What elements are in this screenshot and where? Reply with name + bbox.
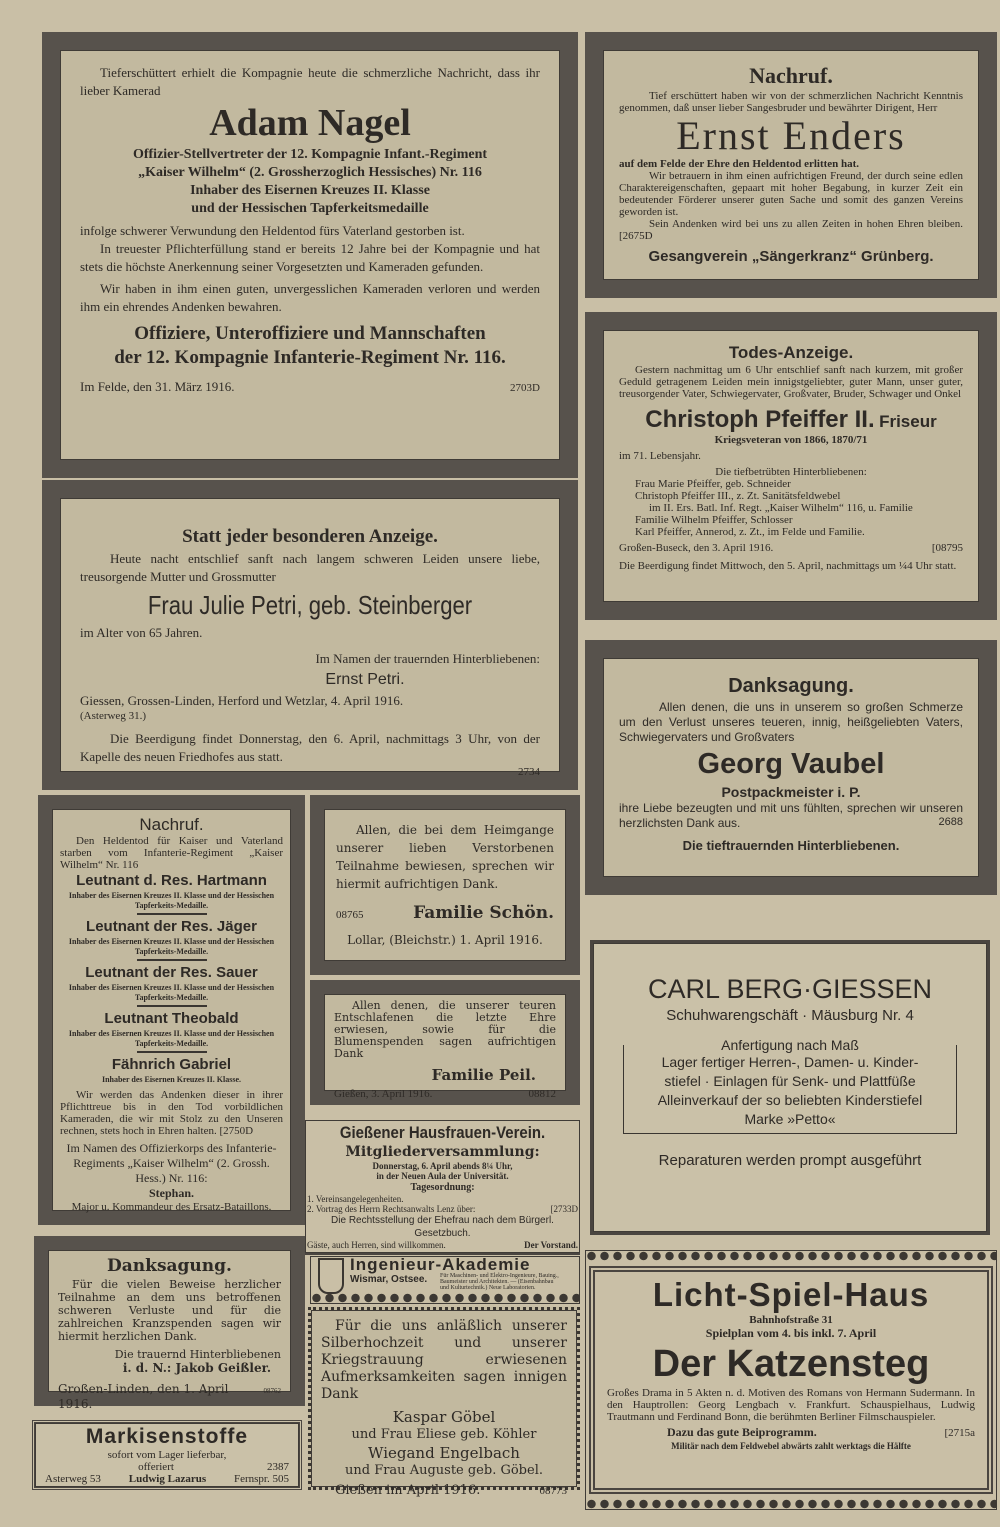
officer-name: Leutnant Theobald <box>104 1010 239 1027</box>
ad-code: [2675D <box>619 230 653 242</box>
agenda-item: 2. Vortrag des Herrn Rechtsanwalts Lenz über: <box>307 1204 476 1214</box>
age-text: im 71. Lebensjahr. <box>619 450 701 462</box>
heading: Gießener Hausfrauen-Verein. <box>339 1123 546 1142</box>
thanks-goebel <box>308 1307 580 1498</box>
officer-name: Leutnant der Res. Jäger <box>86 918 257 935</box>
address: (Asterweg 31.) <box>80 710 146 722</box>
services-box <box>623 1037 957 1134</box>
heading: Danksagung. <box>728 675 854 697</box>
heading: Todes-Anzeige. <box>728 343 854 362</box>
cinema-frame <box>589 1266 993 1494</box>
place-date: Gießen, 3. April 1916. <box>334 1088 433 1100</box>
officer-entry <box>60 1055 283 1085</box>
funeral-text: Die Beerdigung findet Donnerstag, den 6. April, nachmittags 3 Uhr, von der Kapelle des neuen Friedhofes aus statt. <box>80 731 540 764</box>
body-text: Wir haben in ihm einen guten, unvergesslichen Kameraden verloren und werden ihm ein ehrendes Andenken bewahren. <box>80 281 540 314</box>
military-discount: Militär nach dem Feldwebel abwärts zahlt werktags die Hälfte <box>671 1441 911 1451</box>
meeting-time: Donnerstag, 6. April abends 8¼ Uhr, <box>372 1161 513 1171</box>
brand-name: Marke »Petto« <box>744 1111 836 1127</box>
mourners: Im Namen des Offizierkorps des Infanterie-Regiments „Kaiser Wilhelm“ (2. Grossh. Hess.) Nr. 116: <box>66 1141 277 1185</box>
ad-markisenstoffe <box>32 1420 302 1490</box>
signer: Kaspar Göbel <box>392 1408 496 1426</box>
place-date: Gießen im April 1916. <box>335 1483 481 1498</box>
academy-place: Wismar, Ostsee. <box>350 1274 428 1285</box>
subheading: Mitgliederversammlung: <box>345 1144 540 1160</box>
body-text: Wir werden das Andenken dieser in ihrer Pflichttreue bis in den Tod vorbildlichen Kameraden, die wir mit Stolz zu den Unseren rechnen, stets hoch in Ehren halten. <box>60 1089 283 1137</box>
rank-line: „Kaiser Wilhelm“ (2. Grossherzoglich Hessisches) Nr. 116 <box>138 165 482 180</box>
date-line: Im Felde, den 31. März 1916. <box>80 379 235 394</box>
age-text: im Alter von 65 Jahren. <box>80 625 203 640</box>
body-text: In treuester Pflichterfüllung stand er bereits 12 Jahre bei der Kompagnie und hat stets die höchste Anerkennung seiner Vorgesetzten und Kameraden gefunden. <box>80 241 540 274</box>
rank-line: und der Hessischen Tapferkeitsmedaille <box>191 201 429 216</box>
obituary-officers <box>38 795 305 1225</box>
officer-name: Leutnant d. Res. Hartmann <box>76 872 267 889</box>
cinema-address: Bahnhofstraße 31 <box>749 1314 833 1326</box>
heading: Statt jeder besonderen Anzeige. <box>182 526 438 547</box>
deceased-name: Christoph Pfeiffer II. <box>645 406 875 433</box>
divider <box>137 959 207 961</box>
deceased-name: Georg Vaubel <box>697 748 885 780</box>
ad-code: 08812 <box>528 1088 556 1100</box>
cinema-name: Licht-Spiel-Haus <box>652 1276 930 1313</box>
family-member: Familie Wilhelm Pfeiffer, Schlosser <box>635 514 793 526</box>
signature: Offiziere, Unteroffiziere und Mannschaften <box>134 323 486 344</box>
ad-code: 08762 <box>263 1387 281 1395</box>
signer: i. d. N.: Jakob Geißler. <box>122 1361 271 1375</box>
officer-entry <box>60 963 283 1007</box>
place-date: Lollar, (Bleichstr.) 1. April 1916. <box>347 933 543 947</box>
ad-code: 08765 <box>336 909 364 921</box>
ad-code: [2733D <box>550 1204 578 1214</box>
body-text: Wir betrauern in ihm einen aufrichtigen Freund, der durch seine edlen Charaktereigenschaften, gepaart mit hoher Begabung, in kurzer Zeit ein bedeutender Förderer unserer guten Sache und somit des ganzen Vereins geworden ist. <box>619 170 963 218</box>
place-date: Großen-Buseck, den 3. April 1916. <box>619 542 774 554</box>
signature: der 12. Kompagnie Infanterie-Regiment Nr. 116. <box>114 347 506 368</box>
body-text: ihre Liebe bezeugten und mit uns fühlten, sprechen wir unseren herzlichsten Dank aus. <box>619 801 963 830</box>
intro-text: Tieferschüttert erhielt die Kompagnie heute die schmerzliche Nachricht, dass ihr lieber Kamerad <box>80 65 540 98</box>
academy-name: Ingenieur-Akademie <box>350 1255 531 1274</box>
rank-line: Offizier-Stellvertreter der 12. Kompagnie Infant.-Regiment <box>132 147 488 162</box>
place-date: Großen-Linden, den 1. April 1916. <box>58 1382 229 1411</box>
body-text: Tief erschüttert haben wir von der schmerzlichen Nachricht Kenntnis genommen, daß unser lieber Sangesbruder und bewährter Dirigent, Herr <box>619 90 963 114</box>
service-line: Alleinverkauf der so beliebten Kinderstiefel <box>657 1092 923 1108</box>
body-text: Gestern nachmittag um 6 Uhr entschlief sanft nach kurzem, mit großer Geduld getragenem Leiden mein innigstgeliebter, guter Mann, unser guter, treusorgender Vater, Schwiegervater, Großvater, Bruder, Schwager und Onkel <box>619 364 963 400</box>
product-name: Markisenstoffe <box>85 1425 249 1448</box>
film-description: Großes Drama in 5 Akten n. d. Motiven des Romans von Hermann Sudermann. In den Hauptrollen: Georg Lengbach v. Frankfurt. Schauspielhaus, Ludwig Trautmann und Ferdinand Bonn, die berühmten Berliner Filmschauspieler. <box>607 1387 975 1423</box>
ad-code: 2387 <box>267 1461 289 1473</box>
ad-code: [2750D <box>219 1125 254 1137</box>
signer: Wiegand Engelbach <box>368 1444 520 1462</box>
deceased-trade: Friseur <box>879 412 937 431</box>
officer-name: Fähnrich Gabriel <box>111 1056 232 1073</box>
body-text: infolge schwerer Verwundung den Heldentod fürs Vaterland gestorben ist. <box>80 223 465 238</box>
availability: sofort vom Lager lieferbar, <box>107 1449 227 1461</box>
veteran-note: Kriegsveteran von 1866, 1870/71 <box>714 434 868 446</box>
family-member: Frau Marie Pfeiffer, geb. Schneider <box>635 478 791 490</box>
obituary-julie-petri <box>42 480 578 790</box>
family-member: Karl Pfeiffer, Annerod, z. Zt., im Felde und Familie. <box>635 526 865 538</box>
lecture-topic: Die Rechtsstellung der Ehefrau nach dem Bürgerl. Gesetzbuch. <box>331 1215 554 1239</box>
service-line: Lager fertiger Herren-, Damen- u. Kinder- <box>661 1054 919 1070</box>
thanks-georg-vaubel <box>585 640 997 895</box>
officer-entry <box>60 871 283 915</box>
ad-code: 2688 <box>938 816 963 828</box>
signer: Familie Peil. <box>431 1066 536 1084</box>
divider <box>137 913 207 915</box>
intro-text: Den Heldentod für Kaiser und Vaterland starben vom Infanterie-Regiment „Kaiser Wilhelm“ Nr. 116 <box>60 835 283 871</box>
address: Asterweg 53 <box>45 1473 101 1485</box>
obituary-adam-nagel <box>42 32 578 478</box>
thanks-geissler <box>34 1236 305 1411</box>
officer-decoration: Inhaber des Eisernen Kreuzes II. Klasse und der Hessischen Tapferkeits-Medaille. <box>68 983 275 1002</box>
deceased-name: Frau Julie Petri, geb. Steinberger <box>147 590 473 620</box>
family-member: Christoph Pfeiffer III., z. Zt. Sanitätsfeldwebel <box>635 490 841 502</box>
custom-made: Anfertigung nach Maß <box>717 1037 863 1053</box>
ad-ingenieur-akademie <box>310 1256 580 1304</box>
thanks-familie-schoen <box>310 795 580 975</box>
divider <box>137 1005 207 1007</box>
crest-icon <box>318 1258 344 1294</box>
signer: Die tieftrauernden Hinterbliebenen. <box>682 838 900 853</box>
business-name: CARL BERG·GIESSEN <box>647 974 933 1004</box>
signer: Der Vorstand. <box>524 1240 578 1250</box>
body-text: Allen denen, die uns in unserem so großen Schmerze um den Verlust unseres teueren, innig, heißgeliebten Vaters, Schwiegervaters und Großvaters <box>619 700 963 744</box>
meeting-place: in der Neuen Aula der Universität. <box>376 1171 509 1181</box>
officer-decoration: Inhaber des Eisernen Kreuzes II. Klasse und der Hessischen Tapferkeits-Medaille. <box>68 937 275 956</box>
ad-code: [08795 <box>931 542 963 554</box>
family-member: im II. Ers. Batl. Inf. Regt. „Kaiser Wilhelm“ 116, u. Familie <box>649 502 913 514</box>
film-title: Der Katzensteg <box>652 1343 930 1385</box>
body-text: auf dem Felde der Ehre den Heldentod erlitten hat. <box>619 158 860 170</box>
ad-code: 2703D <box>510 382 540 394</box>
heading: Danksagung. <box>107 1256 232 1276</box>
dot-border <box>585 1250 997 1262</box>
academy-description: Für Maschinen- und Elektro-Ingenieure, Bauing., Baumeister und Architekten. — (Eisenbahnbau und Kulturtechnik.) Neue Laboratorien. <box>440 1273 559 1291</box>
dot-border <box>310 1292 580 1304</box>
body-text: Allen denen, die unserer teuren Entschlafenen die letzte Ehre erwiesen, sowie für die Blumenspenden sagen aufrichtigen Dank <box>334 999 556 1060</box>
body-text: Sein Andenken wird bei uns zu allen Zeiten in hohen Ehren bleiben. <box>649 218 963 230</box>
body-text: Für die vielen Beweise herzlicher Teilnahme an dem uns betroffenen schweren Verluste und für die zahlreichen Kranzspenden sagen wir hiermit herzlichen Dank. <box>58 1278 281 1343</box>
deceased-title: Postpackmeister i. P. <box>721 784 861 800</box>
business-address: Schuhwarengschäft · Mäusburg Nr. 4 <box>666 1007 914 1024</box>
body-text: Heute nacht entschlief sanft nach langem schweren Leiden unsere liebe, treusorgende Mutter und Grossmutter <box>80 551 540 584</box>
place-date: Giessen, Grossen-Linden, Herford und Wetzlar, 4. April 1916. <box>80 693 404 708</box>
dot-border <box>585 1498 997 1510</box>
signer: Ernst Petri. <box>325 671 405 688</box>
signer: Stephan. <box>148 1186 195 1200</box>
signer-spouse: und Frau Auguste geb. Göbel. <box>345 1463 543 1478</box>
supporting-program: Dazu das gute Beiprogramm. <box>667 1425 817 1439</box>
heading: Nachruf. <box>749 63 833 88</box>
heading: Nachruf. <box>139 815 204 834</box>
obituary-ernst-enders <box>585 32 997 298</box>
divider <box>137 1051 207 1053</box>
ad-carl-berg-shoes <box>590 940 990 1235</box>
phone: Fernspr. 505 <box>233 1473 289 1485</box>
deceased-name: Ernst Enders <box>676 113 906 158</box>
rank-line: Inhaber des Eisernen Kreuzes II. Klasse <box>190 183 430 198</box>
repair-note: Reparaturen werden prompt ausgeführt <box>658 1152 922 1169</box>
officer-entry <box>60 1009 283 1053</box>
ad-code: [2715a <box>944 1427 975 1439</box>
ad-code: 08773 <box>539 1485 567 1497</box>
ad-licht-spiel-haus <box>585 1250 997 1510</box>
signer: Gesangverein „Sängerkranz“ Grünberg. <box>648 248 934 265</box>
mourners: Die trauernd Hinterbliebenen <box>114 1348 281 1361</box>
mourners: Die tiefbetrübten Hinterbliebenen: <box>715 466 867 478</box>
signer-title: Major u. Kommandeur des Ersatz-Bataillons. <box>71 1201 272 1213</box>
officer-entry <box>60 917 283 961</box>
agenda-item: 1. Vereinsangelegenheiten. <box>307 1194 404 1204</box>
signer-spouse: und Frau Eliese geb. Köhler <box>351 1427 537 1442</box>
merchant-name: Ludwig Lazarus <box>128 1473 207 1485</box>
service-line: stiefel · Einlagen für Senk- und Plattfüße <box>664 1073 916 1089</box>
signer: Familie Schön. <box>413 903 554 923</box>
offer-text: offeriert <box>138 1461 174 1473</box>
ad-code: 2734 <box>518 766 540 778</box>
officer-decoration: Inhaber des Eisernen Kreuzes II. Klasse und der Hessischen Tapferkeits-Medaille. <box>68 891 275 910</box>
guests-note: Gäste, auch Herren, sind willkommen. <box>307 1240 446 1250</box>
officer-decoration: Inhaber des Eisernen Kreuzes II. Klasse und der Hessischen Tapferkeits-Medaille. <box>68 1029 275 1048</box>
notice-hausfrauen-verein <box>305 1120 580 1255</box>
officer-decoration: Inhaber des Eisernen Kreuzes II. Klasse. <box>101 1075 242 1084</box>
body-text: Für die uns anläßlich unserer Silberhochzeit und unserer Kriegstrauung erwiesenen Aufmerksamkeiten sagen innigen Dank <box>321 1318 567 1402</box>
agenda-heading: Tagesordnung: <box>410 1182 475 1193</box>
body-text: Allen, die bei dem Heimgange unserer lieben Verstorbenen Teilnahme bewiesen, sprechen wir hiermit aufrichtigen Dank. <box>336 823 554 891</box>
funeral-text: Die Beerdigung findet Mittwoch, den 5. April, nachmittags um ¼4 Uhr statt. <box>619 560 957 572</box>
deceased-name: Adam Nagel <box>209 102 411 144</box>
schedule: Spielplan vom 4. bis inkl. 7. April <box>705 1326 877 1340</box>
mourners: Im Namen der trauernden Hinterbliebenen: <box>315 651 540 666</box>
thanks-familie-peil <box>310 980 580 1105</box>
officer-name: Leutnant der Res. Sauer <box>85 964 258 981</box>
obituary-christoph-pfeiffer <box>585 312 997 620</box>
